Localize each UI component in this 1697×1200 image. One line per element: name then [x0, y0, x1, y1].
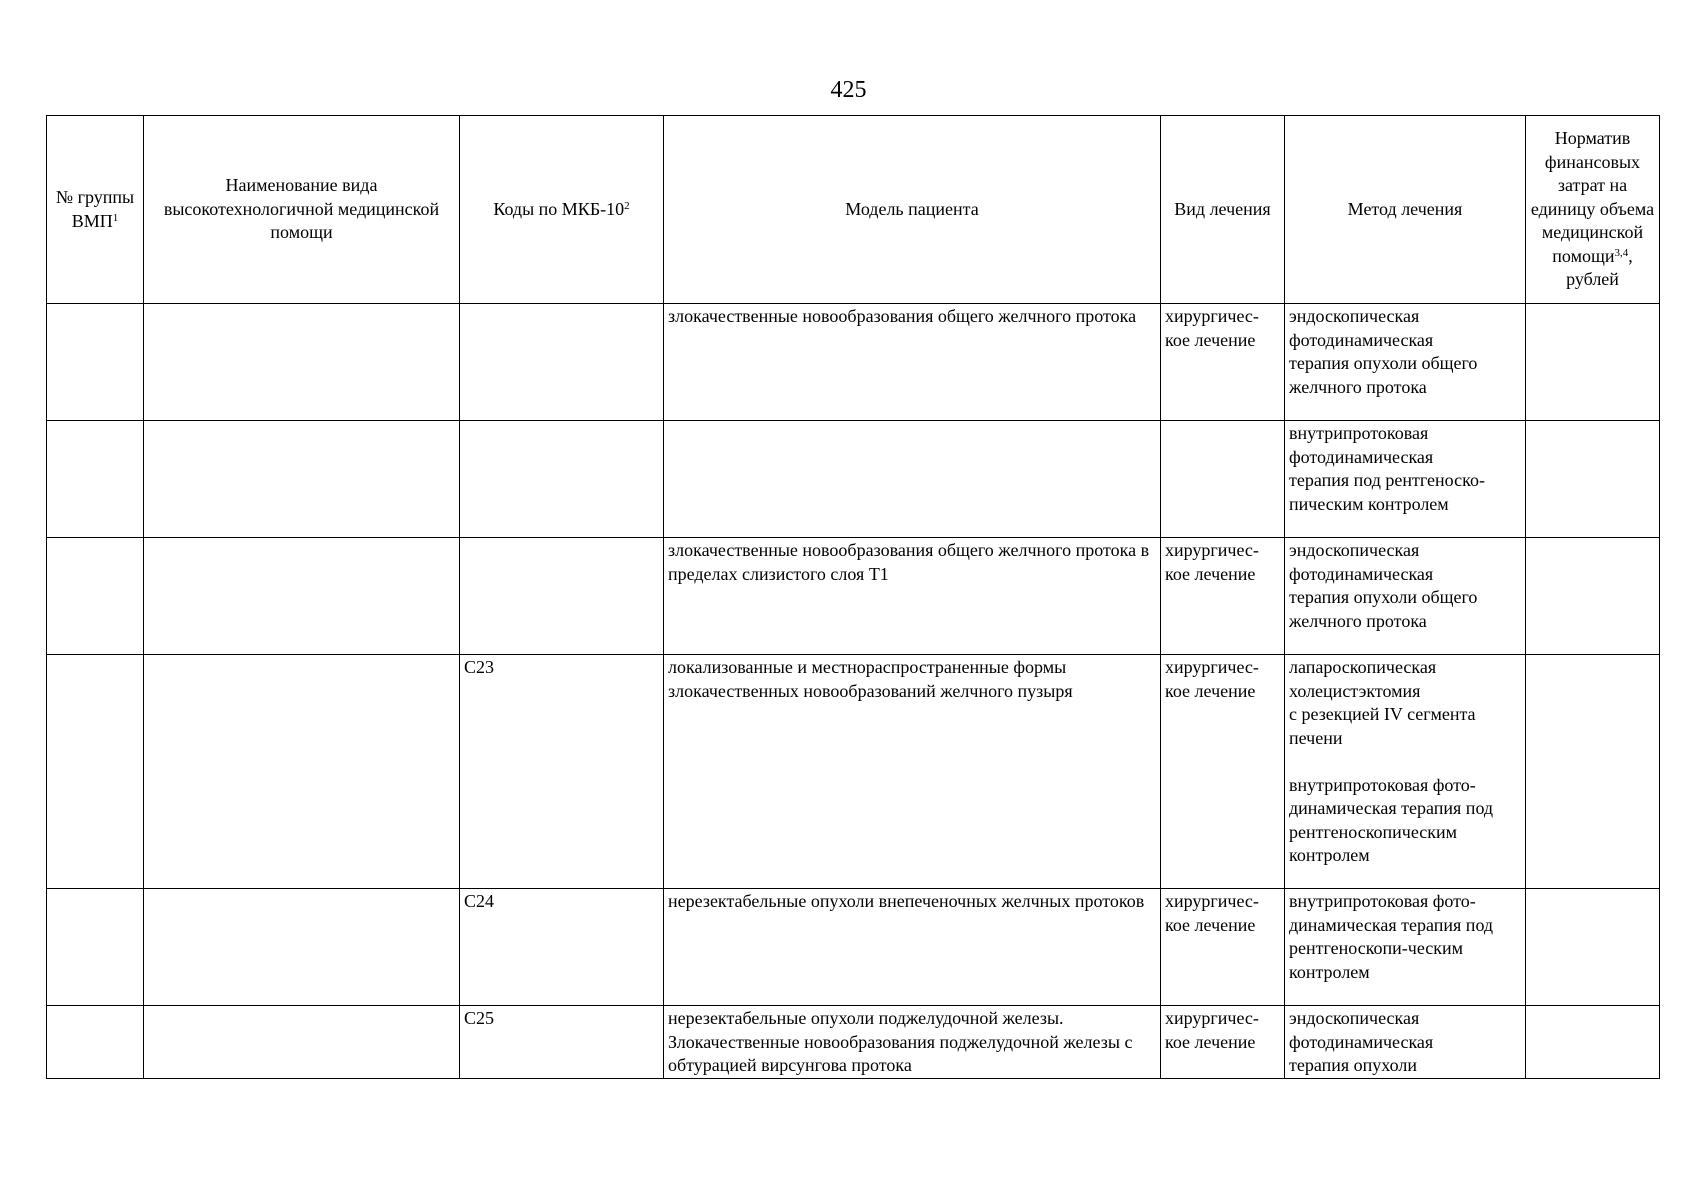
cell-treatment-method: эндоскопическая фотодинамическая терапия опухоли общего желчного протока	[1285, 538, 1526, 655]
cell-group-no	[47, 655, 144, 889]
header-norm-tail: , рублей	[1566, 245, 1633, 290]
cell-norm	[1526, 1006, 1660, 1079]
cell-norm	[1526, 538, 1660, 655]
cell-norm	[1526, 304, 1660, 421]
cell-codes: C23	[460, 655, 664, 889]
cell-treatment-method: эндоскопическая фотодинамическая терапия опухоли общего желчного протока	[1285, 304, 1526, 421]
table-row	[47, 421, 1660, 538]
cell-model	[664, 421, 1161, 538]
cell-treatment-type	[1161, 421, 1285, 538]
table-row	[47, 1006, 1660, 1079]
cell-name	[144, 421, 460, 538]
table-row	[47, 889, 1660, 1006]
cell-group-no	[47, 1006, 144, 1079]
cell-model: злокачественные новообразования общего желчного протока в пределах слизистого слоя T1	[664, 538, 1161, 655]
header-treatment-type-text: Вид лечения	[1174, 198, 1271, 219]
cell-treatment-method: внутрипротоковая фото- динамическая терапия под рентгеноскопи-ческим контролем	[1285, 889, 1526, 1006]
cell-model: злокачественные новообразования общего желчного протока	[664, 304, 1161, 421]
vmp-table	[46, 115, 1660, 1079]
cell-codes	[460, 421, 664, 538]
header-codes-text: Коды по МКБ-10	[493, 198, 625, 219]
header-model	[664, 116, 1161, 304]
header-name-text: Наименование вида высокотехнологичной медицинской помощи	[163, 175, 440, 243]
cell-name	[144, 889, 460, 1006]
cell-treatment-method: внутрипротоковая фотодинамическая терапия под рентгеноско- пическим контролем	[1285, 421, 1526, 538]
header-name	[144, 116, 460, 304]
header-treatment-type	[1161, 116, 1285, 304]
header-group-no-footnote: 1	[112, 211, 119, 224]
cell-norm	[1526, 421, 1660, 538]
cell-norm	[1526, 889, 1660, 1006]
cell-treatment-type: хирургичес- кое лечение	[1161, 889, 1285, 1006]
cell-group-no	[47, 304, 144, 421]
cell-treatment-type: хирургичес- кое лечение	[1161, 304, 1285, 421]
cell-name	[144, 304, 460, 421]
cell-codes	[460, 538, 664, 655]
cell-group-no	[47, 889, 144, 1006]
header-group-no-text: № группы ВМП	[55, 187, 135, 231]
header-codes	[460, 116, 664, 304]
cell-name	[144, 655, 460, 889]
header-norm-footnote: 3,4	[1614, 246, 1629, 259]
table-row	[47, 304, 1660, 421]
cell-treatment-method: эндоскопическая фотодинамическая терапия опухоли	[1285, 1006, 1526, 1079]
cell-treatment-method: лапароскопическая холецистэктомия с резекцией IV сегмента печени внутрипротоковая фото- динамическая терапия под рентгеноскопическим контролем	[1285, 655, 1526, 889]
cell-codes: C24	[460, 889, 664, 1006]
cell-model: локализованные и местнораспространенные формы злокачественных новообразований желчного пузыря	[664, 655, 1161, 889]
cell-treatment-type: хирургичес- кое лечение	[1161, 655, 1285, 889]
cell-group-no	[47, 538, 144, 655]
header-treatment-method-text: Метод лечения	[1347, 198, 1463, 219]
header-model-text: Модель пациента	[845, 198, 979, 219]
cell-model: нерезектабельные опухоли внепеченочных желчных протоков	[664, 889, 1161, 1006]
table-header-row	[47, 116, 1660, 304]
cell-name	[144, 1006, 460, 1079]
table-row	[47, 538, 1660, 655]
cell-group-no	[47, 421, 144, 538]
header-norm	[1526, 116, 1660, 304]
table-row	[47, 655, 1660, 889]
cell-treatment-type: хирургичес- кое лечение	[1161, 538, 1285, 655]
page-number: 425	[830, 77, 867, 103]
cell-codes	[460, 304, 664, 421]
cell-treatment-type: хирургичес- кое лечение	[1161, 1006, 1285, 1079]
cell-codes: C25	[460, 1006, 664, 1079]
header-treatment-method	[1285, 116, 1526, 304]
cell-model: нерезектабельные опухоли поджелудочной железы. Злокачественные новообразования поджелудочной железы с обтурацией вирсунгова протока	[664, 1006, 1161, 1079]
header-group-no	[47, 116, 144, 304]
cell-name	[144, 538, 460, 655]
header-norm-text: Норматив финансовых затрат на единицу объема медицинской помощи	[1530, 128, 1655, 266]
cell-norm	[1526, 655, 1660, 889]
header-codes-footnote: 2	[624, 199, 630, 212]
